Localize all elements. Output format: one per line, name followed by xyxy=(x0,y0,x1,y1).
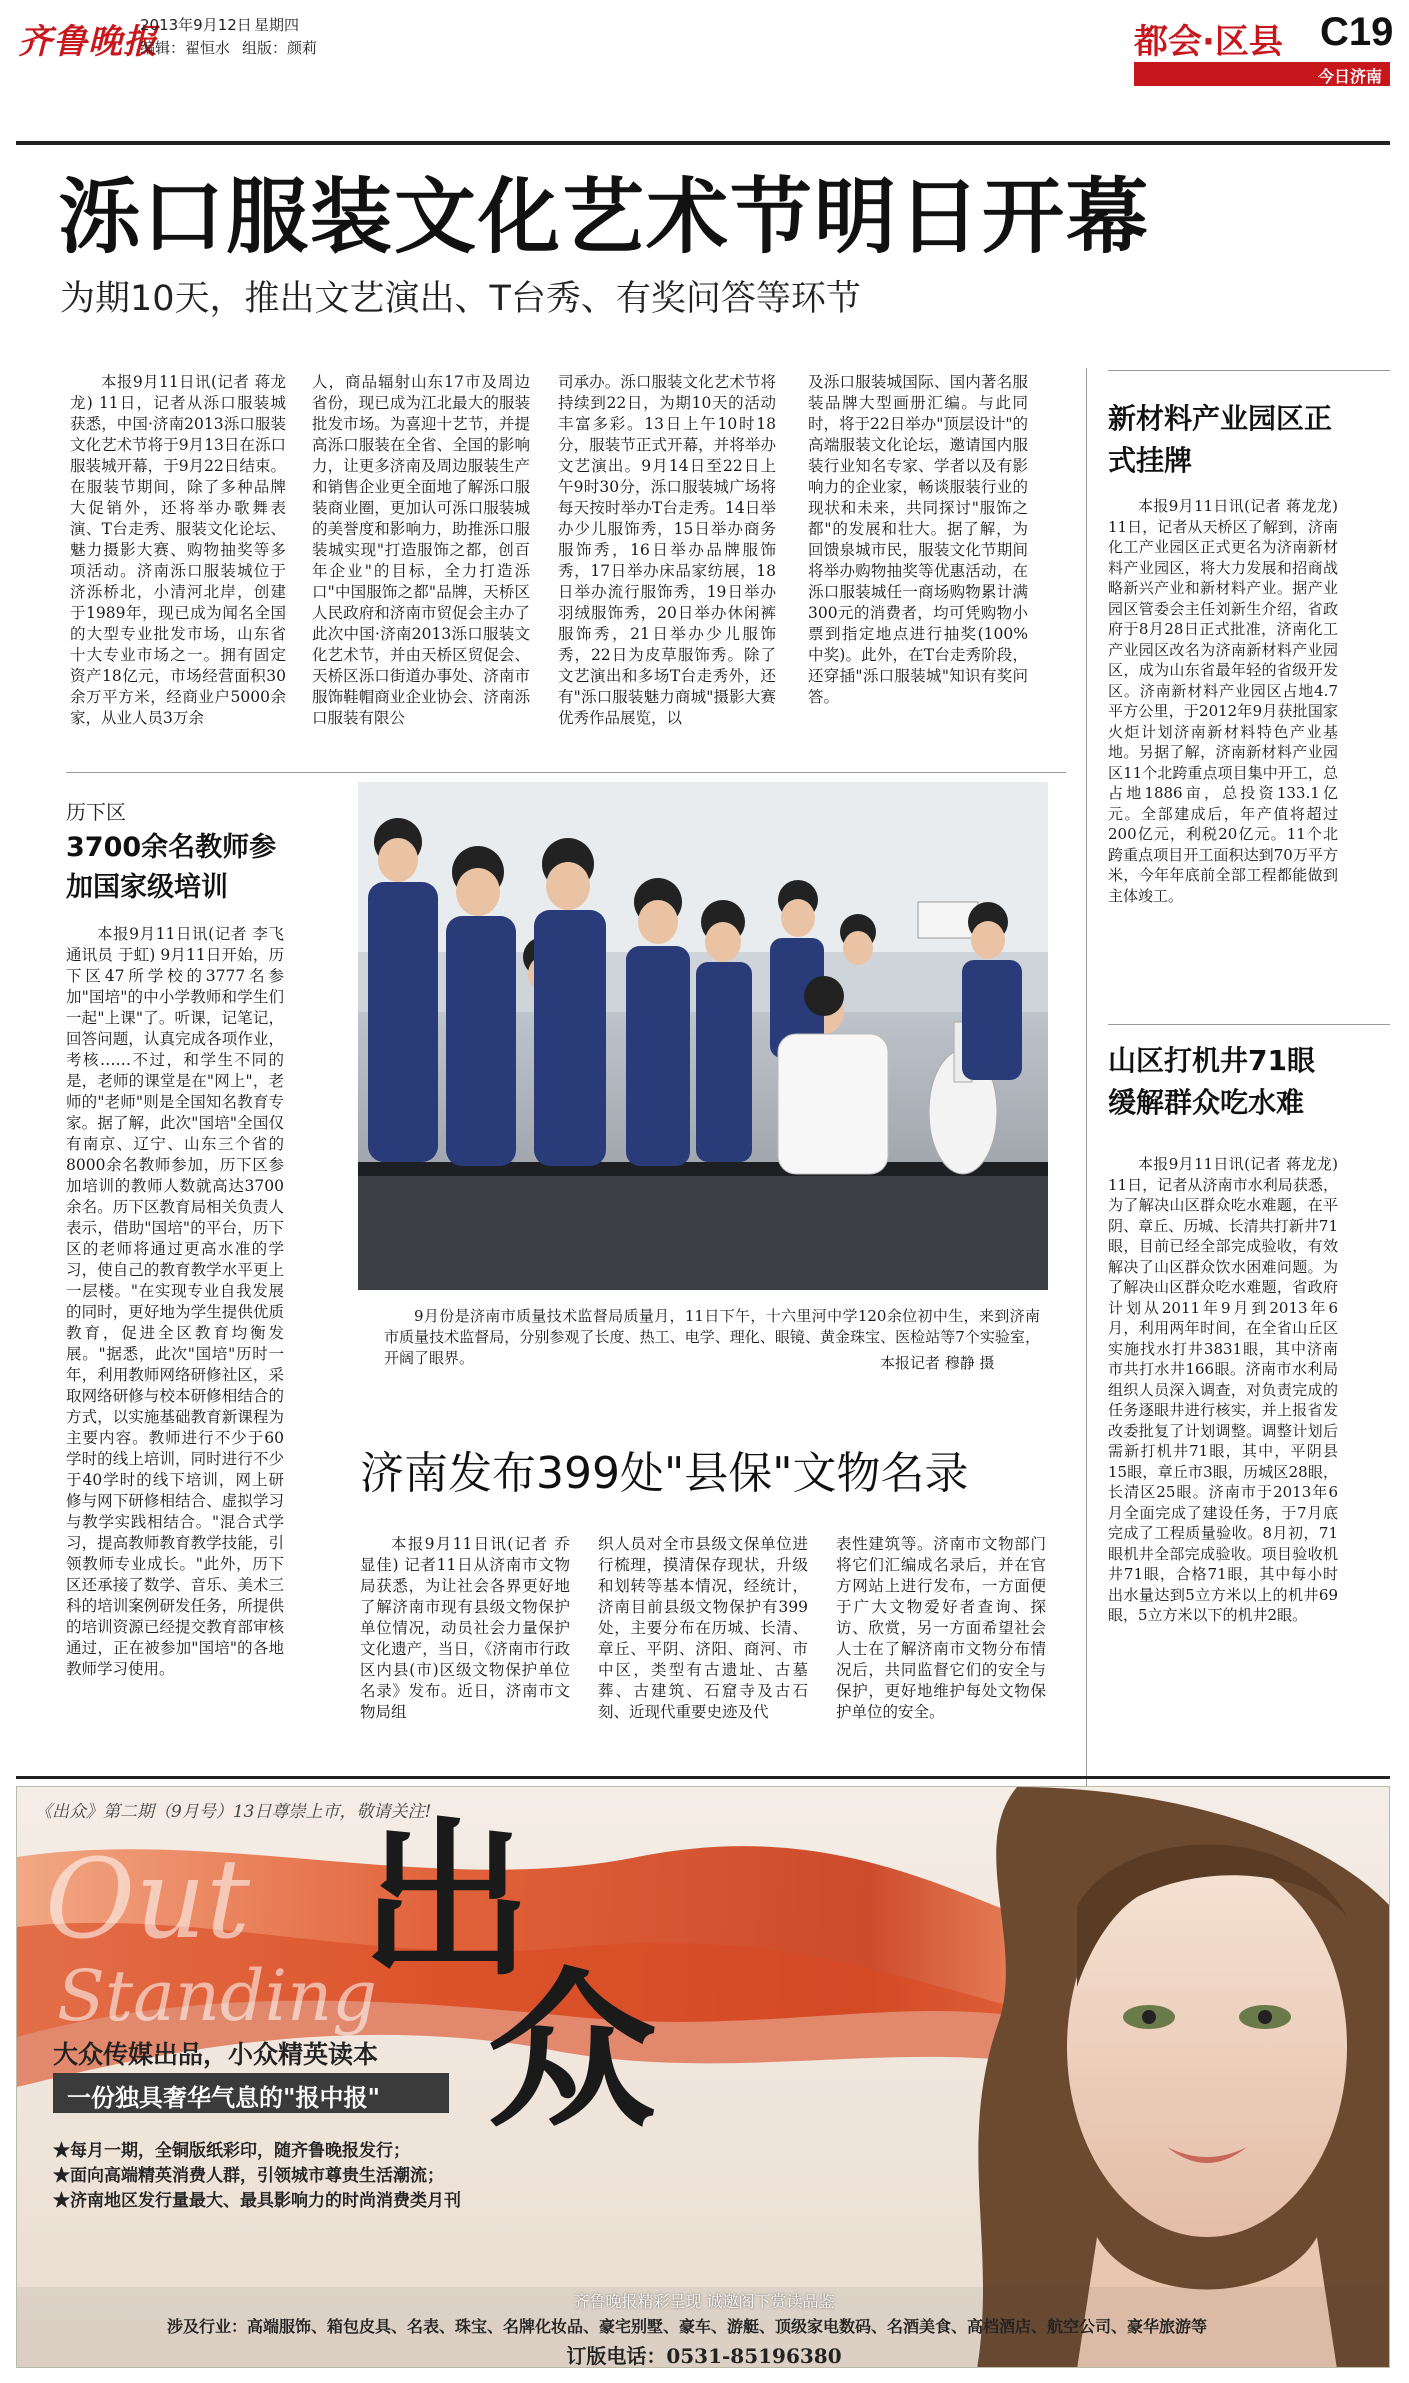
ad-script-out: Out xyxy=(45,1835,251,1963)
sidebar-mid-title: 山区打机井71眼缓解群众吃水难 xyxy=(1108,1044,1315,1119)
lead-subhead: 为期10天，推出文艺演出、T台秀、有奖问答等环节 xyxy=(60,279,861,319)
newspaper-logo: 齐鲁晚报 xyxy=(18,22,158,62)
editor-credit: 编辑：翟恒水 xyxy=(140,39,231,57)
lead-column-1: 本报9月11日讯(记者 蒋龙龙) 11日，记者从泺口服装城获悉，中国·济南2013泺口服装文化艺术节将于9月13日在泺口服装城开幕，于9月22日结束。在服装节期间，除了多种品牌大促销外，还将举办歌舞表演、T台走秀、服装文化论坛、魅力摄影大赛、购物抽奖等多项活动。济南泺口服装城位于济泺桥北，小清河北岸，创建于1989年，现已成为闻名全国的大型专业批发市场，山东省十大专业市场之一。拥有固定资产18亿元，市场经营面积30余万平方米，经商业户5000余家，从业人员3万余 xyxy=(70,373,286,727)
ad-slogan-2-box xyxy=(53,2073,449,2113)
sidebar-mid-rule xyxy=(1108,1024,1390,1025)
heritage-title: 济南发布399处"县保"文物名录 xyxy=(360,1448,969,1499)
ad-footer-promo: 齐鲁晚报精彩呈现 诚邀阁下赏读品鉴 xyxy=(573,2292,835,2311)
ad-hotline: 订版电话：0531-85196380 xyxy=(566,2344,842,2368)
masthead-rule xyxy=(16,141,1390,145)
ad-slogan-2: 一份独具奢华气息的"报中报" xyxy=(67,2083,381,2112)
masthead xyxy=(0,0,1409,140)
ad-bullet-1: ★每月一期，全铜版纸彩印，随齐鲁晚报发行； xyxy=(53,2141,410,2161)
teacher-kicker: 历下区 xyxy=(66,800,126,824)
chuzhong-advertisement xyxy=(16,1786,1390,2368)
ad-top-line: 《出众》第二期（9月号）13日尊崇上市，敬请关注! xyxy=(35,1802,432,1822)
ad-bullet-3: ★济南地区发行量最大、最具影响力的时尚消费类月刊 xyxy=(53,2191,461,2211)
subsection-label: 今日济南 xyxy=(1317,67,1382,86)
page-number: C19 xyxy=(1320,10,1394,54)
sidebar-top-body: 本报9月11日讯(记者 蒋龙龙) 11日，记者从天桥区了解到，济南化工产业园区正式更名为济南新材料产业园区，将大力发展和招商战略新兴产业和新材料产业。据产业园区管委会主任刘新生介绍，省政府于8月28日正式批准，济南化工产业园区改名为济南新材料产业园区，成为山东省最年轻的省级开发区。济南新材料产业园区占地4.7平方公里，于2012年9月获批国家火炬计划济南新材料特色产业基地。另据了解，济南新材料产业园区11个北跨重点项目集中开工，总占地1886亩，总投资133.1亿元。全部建成后，年产值将超过200亿元，利税20亿元。11个北跨重点项目开工面积达到70万平方米，今年年底前全部工程都能做到主体竣工。 xyxy=(1108,497,1338,905)
lead-column-3: 司承办。泺口服装文化艺术节将持续到22日，为期10天的活动丰富多彩。13日上午10时18分，服装节正式开幕，并将举办文艺演出。9月14日至22日上午9时30分，泺口服装城广场将每天按时举办T台走秀。14日举办少儿服饰秀，15日举办商务服饰秀，16日举办品牌服饰秀，17日举办床品家纺展，18日举办流行服饰秀，19日举办羽绒服饰秀，20日举办休闲裤服饰秀，21日举办少儿服饰秀，22日为皮草服饰秀。除了文艺演出和多场T台走秀外，还有"泺口服装魅力商城"摄影大赛优秀作品展览，以 xyxy=(558,373,776,727)
sidebar-mid-body: 本报9月11日讯(记者 蒋龙龙) 11日，记者从济南市水利局获悉，为了解决山区群众吃水难题，在平阴、章丘、历城、长清共打新井71眼，目前已经全部完成验收，有效解决了山区群众饮水困难问题。为了解决山区群众吃水难题，省政府计划从2011年9月到2013年6月，利用两年时间，在全省山丘区实施找水打井3831眼，其中济南市共打水井166眼。济南市水利局组织人员深入调查，对负责完成的任务逐眼井进行核实，并上报省发改委批复了计划调整。调整计划后需新打机井71眼，其中，平阴县15眼，章丘市3眼，历城区28眼，长清区25眼。济南市于2013年6月全面完成了建设任务，于7月底完成了工程质量验收。8月初，71眼机井全部完成验收。项目验收机井71眼，合格71眼，其中每小时出水量达到5立方米以上的机井69眼，5立方米以下的机井2眼。 xyxy=(1108,1155,1338,1624)
ad-top-rule xyxy=(16,1776,1390,1779)
subsection-bar xyxy=(1134,62,1390,86)
teacher-title: 3700余名教师参加国家级培训 xyxy=(66,832,277,903)
teacher-top-rule xyxy=(66,772,1066,773)
teacher-body: 本报9月11日讯(记者 李飞 通讯员 于虹) 9月11日开始，历下区47所学校的3777名参加"国培"的中小学教师和学生们一起"上课"了。听课，记笔记，回答问题，认真完成各项作业，考核……不过，和学生不同的是，老师的课堂是在"网上"，老师的"老师"则是全国知名教育专家。据了解，此次"国培"全国仅有南京、辽宁、山东三个省的8000余名教师参加，历下区参加培训的教师人数就高达3700余名。历下区教育局相关负责人表示，借助"国培"的平台，历下区的老师将通过更高水准的学习，使自己的教育教学水平更上一层楼。"在实现专业自我发展的同时，更好地为学生提供优质教育，促进全区教育均衡发展。"据悉，此次"国培"历时一年，利用教师网络研修社区，采取网络研修与校本研修相结合的方式，以实施基础教育新课程为主要内容。教师进行不少于60学时的线上培训，同时进行不少于40学时的线下培训，网上研修与网下研修相结合、虚拟学习与教学实践相结合。"混合式学习，提高教师教育教学技能，引领教师专业成长。"此外，历下区还承接了数学、音乐、美术三科的培训案例研发任务，所提供的培训资源已经提交教育部审核通过，正在被参加"国培"的各地教师学习使用。 xyxy=(66,925,284,1678)
ad-industries: 涉及行业：高端服饰、箱包皮具、名表、珠宝、名牌化妆品、豪宅别墅、豪车、游艇、顶级家电数码、名酒美食、高档酒店、航空公司、豪华旅游等 xyxy=(167,2317,1208,2336)
heritage-column-2: 织人员对全市县级文保单位进行梳理，摸清保存现状，升级和划转等基本情况，经统计，济南目前县级文物保护有399处，主要分布在历城、长清、章丘、平阴、济阳、商河、市中区，类型有古遗址、古墓葬、古建筑、石窟寺及古石刻、近现代重要史迹及代 xyxy=(598,1535,808,1721)
photo-scene xyxy=(358,782,1048,1290)
ad-bullet-2: ★面向高端精英消费人群，引领城市尊贵生活潮流； xyxy=(53,2166,444,2186)
sidebar-top-rule xyxy=(1108,370,1390,371)
ad-big-char-1: 出 xyxy=(361,1801,532,2001)
sidebar-divider xyxy=(1086,368,1087,1858)
ad-big-char-2: 众 xyxy=(487,1951,658,2151)
lead-column-2: 人，商品辐射山东17市及周边省份，现已成为江北最大的服装批发市场。为喜迎十艺节，并提高泺口服装在全省、全国的影响力，让更多济南及周边服装生产和销售企业更全面地了解泺口服装商业圈，更加认可泺口服装城的美誉度和影响力，助推泺口服装城实现"打造服饰之都，创百年企业"的目标，全力打造泺口"中国服饰之都"品牌，天桥区人民政府和济南市贸促会主办了此次中国·济南2013泺口服装文化艺术节，并由天桥区贸促会、天桥区泺口街道办事处、济南市服饰鞋帽商业企业协会、济南泺口服装有限公 xyxy=(312,373,530,727)
ad-footer-band xyxy=(17,2287,1390,2368)
ad-script-standing: Standing xyxy=(57,1955,377,2037)
heritage-column-1: 本报9月11日讯(记者 乔显佳) 记者11日从济南市文物局获悉，为让社会各界更好地了解济南市现有县级文物保护单位情况，动员社会力量保护文化遗产，当日，《济南市行政区内县(市)区级文物保护单位名录》发布。近日，济南市文物局组 xyxy=(360,1535,570,1721)
lead-column-4: 及泺口服装城国际、国内著名服装品牌大型画册汇编。与此同时，将于22日举办"顶层设计"的高端服装文化论坛，邀请国内服装行业知名专家、学者以及有影响力的企业家，畅谈服装行业的现状和未来，共同探讨"服饰之都"的发展和壮大。据了解，为回馈泉城市民，服装文化节期间将举办购物抽奖等优惠活动，在泺口服装城任一商场购物累计满300元的消费者，均可凭购物小票到指定地点进行抽奖(100%中奖)。此外，在T台走秀阶段，还穿插"泺口服装城"知识有奖问答。 xyxy=(808,373,1028,706)
lead-headline: 泺口服装文化艺术节明日开幕 xyxy=(58,170,1151,265)
layout-credit: 组版：颜莉 xyxy=(242,39,318,57)
issue-weekday: 星期四 xyxy=(254,16,300,34)
heritage-column-3: 表性建筑等。济南市文物部门将它们汇编成名录后，并在官方网站上进行发布，一方面便于广大文物爱好者查询、探访、欣赏，另一方面希望社会人士在了解济南市文物分布情况后，共同监督它们的安全与保护，更好地维护每处文物保护单位的安全。 xyxy=(836,1535,1046,1721)
sidebar-top-title: 新材料产业园区正式挂牌 xyxy=(1108,402,1333,477)
lab-visit-photo xyxy=(358,782,1048,1290)
section-name: 都会·区县 xyxy=(1134,22,1283,62)
ad-slogan-1: 大众传媒出品，小众精英读本 xyxy=(53,2040,379,2069)
issue-date: 2013年9月12日 xyxy=(140,16,252,34)
photo-caption: 9月份是济南市质量技术监督局质量月，11日下午，十六里河中学120余位初中生，来到济南市质量技术监督局，分别参观了长度、热工、电学、理化、眼镜、黄金珠宝、医检站等7个实验室，开阔了眼界。 xyxy=(384,1307,1040,1367)
photo-credit: 本报记者 穆静 摄 xyxy=(880,1354,995,1372)
